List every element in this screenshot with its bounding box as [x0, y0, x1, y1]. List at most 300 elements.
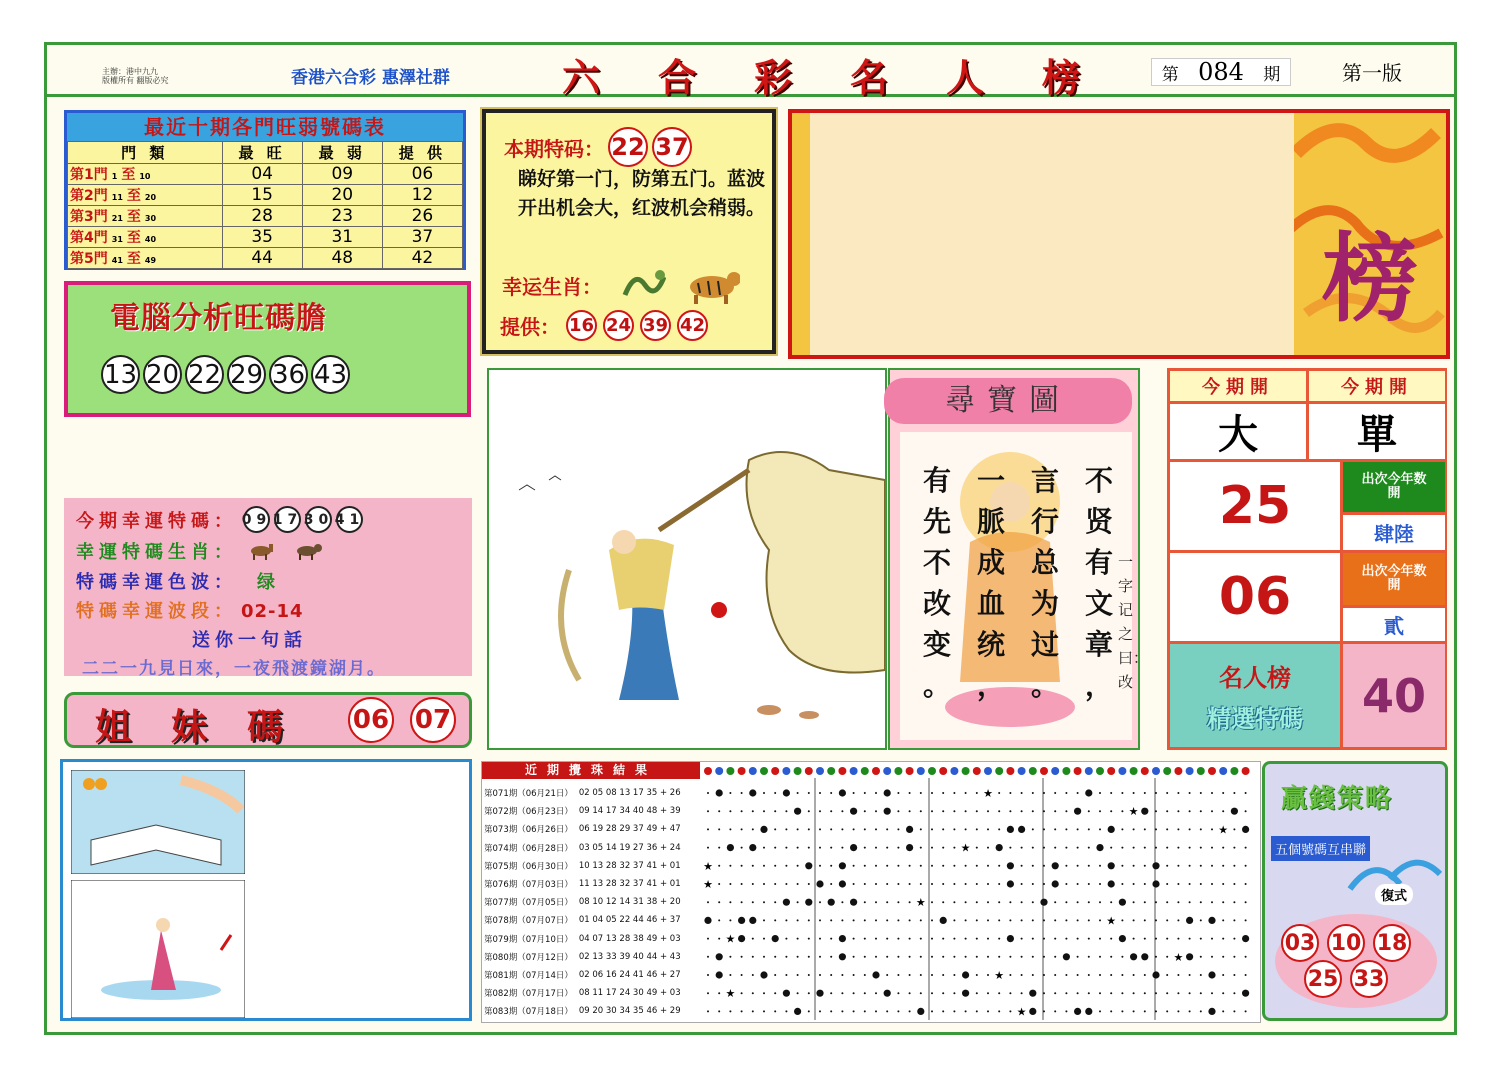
history-dot	[1099, 919, 1101, 921]
history-dot	[1054, 1010, 1056, 1012]
history-dot	[819, 956, 821, 958]
history-dot	[1108, 826, 1115, 833]
dragon-icon	[620, 265, 666, 305]
history-dot	[1099, 865, 1101, 867]
history-dot	[805, 862, 812, 869]
history-dot	[718, 1010, 720, 1012]
history-dot	[1166, 974, 1168, 976]
history-dot	[920, 865, 922, 867]
history-dot	[841, 847, 843, 849]
history-dot	[1200, 919, 1202, 921]
history-dot	[998, 956, 1000, 958]
history-dot	[1177, 792, 1179, 794]
history-row	[484, 784, 681, 802]
door-min: 09	[302, 164, 382, 185]
history-dot	[1099, 828, 1101, 830]
history-dot	[1144, 901, 1146, 903]
history-dot	[1133, 828, 1135, 830]
history-dot	[749, 844, 756, 851]
history-dot	[1121, 974, 1123, 976]
history-dot	[942, 956, 944, 958]
history-dot	[897, 865, 899, 867]
history-dot	[1166, 847, 1168, 849]
history-numbers: 11 13 28 32 37 41 + 01	[578, 879, 681, 889]
door-table	[67, 141, 463, 269]
history-dot	[1121, 828, 1123, 830]
lucky-ball: 41	[336, 506, 363, 533]
history-dot	[839, 935, 846, 942]
history-dot	[763, 810, 765, 812]
history-dot	[729, 956, 731, 958]
history-dot	[1245, 919, 1247, 921]
give-ball: 16	[566, 310, 597, 341]
history-dot	[853, 919, 855, 921]
history-dot	[808, 992, 810, 994]
history-dot	[853, 883, 855, 885]
number-ball: 29	[227, 355, 266, 394]
history-dot	[1032, 828, 1034, 830]
history-dot	[830, 974, 832, 976]
cartoon-illustration	[487, 368, 887, 750]
strategy-panel	[1262, 761, 1448, 1021]
history-dot	[718, 901, 720, 903]
history-dot	[1096, 844, 1103, 851]
lucky-ball: 09	[243, 506, 270, 533]
history-dot	[1021, 792, 1023, 794]
history-dot	[1155, 810, 1157, 812]
history-dot	[1043, 992, 1045, 994]
number-ball: 13	[101, 355, 140, 394]
history-dot	[1166, 865, 1168, 867]
ball-color-marker	[715, 767, 723, 775]
ball-color-marker	[749, 767, 757, 775]
history-dot	[1052, 862, 1059, 869]
history-dot	[752, 974, 754, 976]
history-dot	[752, 865, 754, 867]
history-row	[484, 893, 681, 911]
history-dot	[741, 1010, 743, 1012]
history-dot	[1155, 1010, 1157, 1012]
history-dot	[953, 792, 955, 794]
history-row	[484, 857, 681, 875]
history-dot	[976, 992, 978, 994]
history-dot	[1074, 1008, 1081, 1015]
history-dot	[1152, 880, 1159, 887]
strategy-ball: 18	[1373, 924, 1411, 962]
history-dot	[1155, 828, 1157, 830]
history-dot	[774, 1010, 776, 1012]
history-dot	[1007, 826, 1014, 833]
history-dot	[760, 826, 767, 833]
history-dot	[875, 865, 877, 867]
history-dot	[1099, 810, 1101, 812]
history-dot	[1043, 865, 1045, 867]
history-dot	[797, 828, 799, 830]
history-dot	[897, 956, 899, 958]
ball-color-marker	[794, 767, 802, 775]
history-dot	[707, 956, 709, 958]
history-dot	[1242, 826, 1249, 833]
door-row	[68, 248, 463, 269]
history-dot	[976, 919, 978, 921]
history-dot	[875, 1010, 877, 1012]
history-dot	[942, 883, 944, 885]
history-dot	[830, 828, 832, 830]
history-dot	[1189, 883, 1191, 885]
history-dot	[729, 919, 731, 921]
history-dot	[1110, 938, 1112, 940]
history-dot	[830, 938, 832, 940]
history-dot	[763, 919, 765, 921]
history-dot	[1144, 974, 1146, 976]
sister-ball: 07	[410, 697, 456, 743]
treasure-poem	[900, 432, 1149, 740]
history-dot	[909, 883, 911, 885]
history-dot	[797, 792, 799, 794]
history-dot	[909, 938, 911, 940]
special-tip: 睇好第一门，防第五门。蓝波开出机会大，红波机会稍弱。	[518, 168, 766, 219]
history-dot	[998, 865, 1000, 867]
history-dot	[998, 919, 1000, 921]
history-dot	[976, 956, 978, 958]
banner-blank-area	[810, 113, 1294, 359]
history-dot	[987, 828, 989, 830]
history-dot	[1065, 1010, 1067, 1012]
history-dot	[1166, 956, 1168, 958]
door-max: 44	[222, 248, 302, 269]
history-numbers: 09 20 30 34 35 46 + 29	[578, 1006, 681, 1017]
ball-color-marker	[1107, 767, 1115, 775]
history-dot	[976, 847, 978, 849]
history-dot	[909, 865, 911, 867]
history-dot	[830, 956, 832, 958]
history-dot	[942, 974, 944, 976]
special-star-mark: ★	[703, 859, 713, 873]
history-dot	[1200, 1010, 1202, 1012]
history-dot	[1222, 883, 1224, 885]
history-dot	[1018, 826, 1025, 833]
door-name: 第2門 11 至 20	[68, 185, 223, 206]
history-dot	[886, 919, 888, 921]
history-dot	[1110, 901, 1112, 903]
history-dot	[752, 810, 754, 812]
history-dot	[1222, 1010, 1224, 1012]
history-dot	[1054, 992, 1056, 994]
history-dot	[906, 826, 913, 833]
scholar-cliff-image	[489, 370, 885, 748]
history-dot	[808, 1010, 810, 1012]
history-dot	[1121, 810, 1123, 812]
page-frame	[44, 42, 1457, 1035]
history-dot	[841, 901, 843, 903]
history-dot	[1021, 847, 1023, 849]
ball-color-marker	[1163, 767, 1171, 775]
history-dot	[1222, 901, 1224, 903]
history-dot	[1144, 865, 1146, 867]
ball-color-marker	[1029, 767, 1037, 775]
history-dot	[897, 974, 899, 976]
history-dot	[1110, 992, 1112, 994]
history-dot	[1043, 938, 1045, 940]
history-dot	[976, 865, 978, 867]
history-dot	[998, 828, 1000, 830]
history-dot	[1233, 828, 1235, 830]
stat-number-1: 25	[1170, 462, 1340, 550]
door-give: 06	[382, 164, 462, 185]
history-dot	[853, 828, 855, 830]
history-dot	[1189, 1010, 1191, 1012]
history-dot	[1166, 1010, 1168, 1012]
history-dot	[1077, 865, 1079, 867]
history-dot	[1099, 1010, 1101, 1012]
computer-analysis-title: 電腦分析旺碼膽	[110, 301, 327, 336]
history-dot	[1233, 865, 1235, 867]
history-dot	[1133, 919, 1135, 921]
col-door: 門 類	[68, 142, 223, 164]
history-dot	[953, 956, 955, 958]
history-dot	[897, 992, 899, 994]
door-min: 20	[302, 185, 382, 206]
history-dot	[1245, 974, 1247, 976]
history-dot	[1054, 956, 1056, 958]
history-dot	[987, 956, 989, 958]
history-dot	[931, 1010, 933, 1012]
history-dot	[1054, 828, 1056, 830]
door-name: 第3門 21 至 30	[68, 206, 223, 227]
strategy-subtitle: 五個號碼互串聯	[1271, 836, 1370, 861]
history-dot	[976, 1010, 978, 1012]
history-dot	[841, 919, 843, 921]
history-dot	[875, 901, 877, 903]
history-dot	[1155, 901, 1157, 903]
history-dot	[819, 1010, 821, 1012]
history-dot	[1021, 992, 1023, 994]
history-dot	[1177, 901, 1179, 903]
computer-balls	[101, 355, 350, 394]
history-dot	[1009, 974, 1011, 976]
history-dot	[1065, 847, 1067, 849]
history-dot	[1166, 938, 1168, 940]
history-dot	[1029, 990, 1036, 997]
give-label: 提供：	[500, 315, 560, 339]
history-dot	[965, 792, 967, 794]
history-dot	[1233, 901, 1235, 903]
history-dot	[1200, 974, 1202, 976]
history-dot	[976, 883, 978, 885]
history-period: 第082期（07月17日）	[484, 989, 573, 1000]
history-dot	[1065, 919, 1067, 921]
ball-color-marker	[984, 767, 992, 775]
history-dot	[864, 956, 866, 958]
history-dot	[1177, 810, 1179, 812]
history-dot	[1144, 792, 1146, 794]
lucky-color-label: 特碼幸運色波：	[76, 572, 237, 593]
history-dot	[1245, 1010, 1247, 1012]
sister-label: 姐妹碼	[95, 707, 324, 748]
history-dot	[987, 919, 989, 921]
history-dot	[1088, 847, 1090, 849]
history-dot	[1088, 828, 1090, 830]
history-dot	[940, 917, 947, 924]
history-dot	[1233, 792, 1235, 794]
history-dot	[864, 919, 866, 921]
strategy-ball: 25	[1304, 960, 1342, 998]
tiger-icon	[684, 265, 740, 305]
history-dot	[1245, 792, 1247, 794]
history-dot	[853, 974, 855, 976]
history-numbers: 03 05 14 19 27 36 + 24	[578, 842, 681, 853]
history-dot	[1032, 847, 1034, 849]
history-dot	[909, 956, 911, 958]
history-dot	[1088, 810, 1090, 812]
history-dot	[785, 956, 787, 958]
door-give: 26	[382, 206, 462, 227]
history-dot	[1233, 1010, 1235, 1012]
history-dot	[797, 901, 799, 903]
history-dot	[716, 789, 723, 796]
give-ball: 42	[677, 310, 708, 341]
history-dot	[1233, 974, 1235, 976]
history-dot	[785, 938, 787, 940]
history-dot	[1133, 847, 1135, 849]
history-dot	[998, 792, 1000, 794]
history-dot	[819, 810, 821, 812]
history-dot	[853, 1010, 855, 1012]
history-dot	[864, 1010, 866, 1012]
history-dot	[931, 828, 933, 830]
history-dot	[1166, 828, 1168, 830]
history-dot	[875, 992, 877, 994]
history-dot	[884, 789, 891, 796]
history-dot	[729, 828, 731, 830]
door-name: 第4門 31 至 40	[68, 227, 223, 248]
history-dot	[965, 1010, 967, 1012]
history-dot	[741, 792, 743, 794]
history-dot	[1077, 956, 1079, 958]
history-dot	[909, 792, 911, 794]
history-dot	[1222, 938, 1224, 940]
history-dot	[864, 810, 866, 812]
history-dot	[864, 865, 866, 867]
history-dot	[1233, 992, 1235, 994]
history-dot	[1177, 865, 1179, 867]
history-dot	[1077, 919, 1079, 921]
history-dot	[1074, 808, 1081, 815]
history-dot	[1186, 917, 1193, 924]
col-max: 最 旺	[222, 142, 302, 164]
ball-color-marker	[1051, 767, 1059, 775]
history-dot	[774, 901, 776, 903]
history-dot	[763, 865, 765, 867]
history-dot	[1222, 865, 1224, 867]
history-dot	[1155, 792, 1157, 794]
history-row	[484, 839, 681, 857]
history-dot	[785, 810, 787, 812]
history-dot	[1222, 792, 1224, 794]
ball-color-marker	[917, 767, 925, 775]
history-dot	[1233, 956, 1235, 958]
door-give: 37	[382, 227, 462, 248]
picture-panel	[60, 759, 472, 1021]
ball-color-marker	[894, 767, 902, 775]
history-title: 近期攪珠結果	[482, 762, 700, 779]
history-dot	[1211, 828, 1213, 830]
special-star-mark: ★	[960, 841, 971, 855]
history-dot	[741, 956, 743, 958]
special-star-mark: ★	[1128, 805, 1139, 819]
history-dot	[830, 919, 832, 921]
history-dot	[1245, 956, 1247, 958]
history-period: 第080期（07月12日）	[484, 952, 573, 963]
history-dot	[741, 865, 743, 867]
lucky-panel	[64, 498, 472, 679]
history-dot	[906, 844, 913, 851]
stat-big-small: 大	[1170, 404, 1306, 459]
history-dot	[1110, 792, 1112, 794]
poem-hint: 一字记之曰：改	[1118, 553, 1149, 691]
history-dot	[718, 810, 720, 812]
history-dot	[1200, 828, 1202, 830]
history-dot	[1009, 919, 1011, 921]
history-dot	[783, 899, 790, 906]
history-dot	[1009, 901, 1011, 903]
door-give: 12	[382, 185, 462, 206]
history-dot	[1054, 974, 1056, 976]
history-dot	[931, 974, 933, 976]
history-dot	[1200, 901, 1202, 903]
lucky-phrase-title: 送你一句話	[192, 630, 307, 651]
history-dot	[886, 901, 888, 903]
door-give: 42	[382, 248, 462, 269]
history-dot	[962, 971, 969, 978]
history-dot	[875, 956, 877, 958]
ball-color-marker	[738, 767, 746, 775]
history-dot	[996, 844, 1003, 851]
history-period: 第072期（06月23日）	[484, 807, 573, 818]
history-dot	[1245, 865, 1247, 867]
lucky-special-label: 今期幸運特碼：	[76, 510, 237, 532]
history-dot	[1211, 901, 1213, 903]
door-table-header	[68, 142, 463, 164]
copyright-note	[102, 67, 169, 85]
ball-color-marker	[928, 767, 936, 775]
history-dot	[998, 938, 1000, 940]
draw-history	[481, 761, 1261, 1023]
history-dot	[707, 792, 709, 794]
history-dot	[830, 792, 832, 794]
history-dot	[1121, 865, 1123, 867]
history-dot	[1133, 974, 1135, 976]
history-dot	[909, 992, 911, 994]
door-name: 第5門 41 至 49	[68, 248, 223, 269]
history-dot	[1233, 938, 1235, 940]
history-dot	[794, 1008, 801, 1015]
history-dot	[920, 828, 922, 830]
history-dot	[1177, 938, 1179, 940]
history-period: 第074期（06月28日）	[484, 843, 573, 854]
history-dot	[1099, 883, 1101, 885]
history-numbers: 04 07 13 28 38 49 + 03	[578, 933, 681, 944]
history-dot	[707, 938, 709, 940]
history-dot	[1021, 865, 1023, 867]
history-dot	[1208, 1008, 1215, 1015]
history-dot	[864, 901, 866, 903]
ball-color-marker	[1208, 767, 1216, 775]
history-dot	[920, 792, 922, 794]
history-dot	[1009, 956, 1011, 958]
history-numbers: 01 04 05 22 44 46 + 37	[578, 915, 681, 926]
history-dot	[797, 992, 799, 994]
